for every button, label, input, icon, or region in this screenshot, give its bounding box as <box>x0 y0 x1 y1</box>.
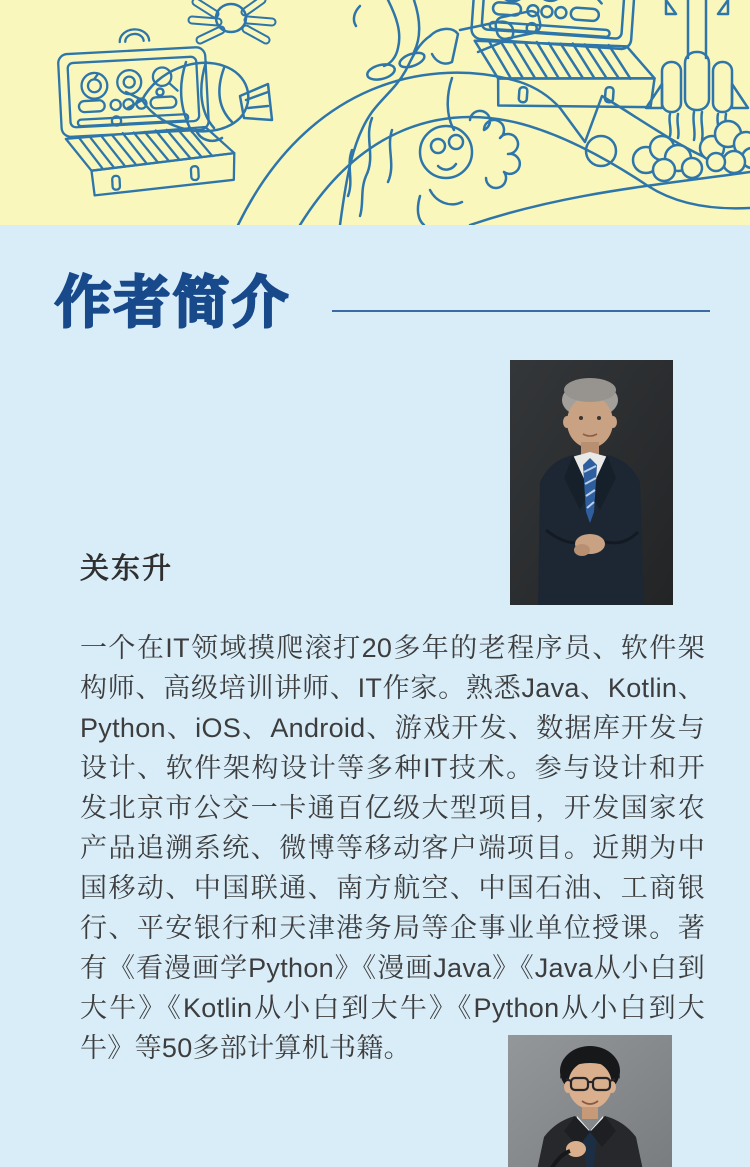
author-name: 关东升 <box>80 553 174 585</box>
section-title: 作者简介 <box>55 271 291 334</box>
author-photo-bottom <box>508 1035 672 1167</box>
header-illustration-band <box>0 0 750 225</box>
author-bio-text: 一个在IT领域摸爬滚打20多年的老程序员、软件架构师、高级培训讲师、IT作家。熟悉Java、Kotlin、Python、iOS、Android、游戏开发、数据库开发与设计、软件架构设计等多种IT技术。参与设计和开发北京市公交一卡通百亿级大型项目，开发国家农产品追溯系统、微博等移动客户端项目。近期为中国移动、中国联通、南方航空、中国石油、工商银行、平安银行和天津港务局等企事业单位授课。著有《看漫画学Python》《漫画Java》《Java从小白到大牛》《Kotlin从小白到大牛》《Python从小白到大牛》等50多部计算机书籍。 <box>80 633 705 1063</box>
doodle-illustration <box>0 0 750 225</box>
title-divider-line <box>332 310 710 312</box>
author-photo-top <box>510 360 673 605</box>
